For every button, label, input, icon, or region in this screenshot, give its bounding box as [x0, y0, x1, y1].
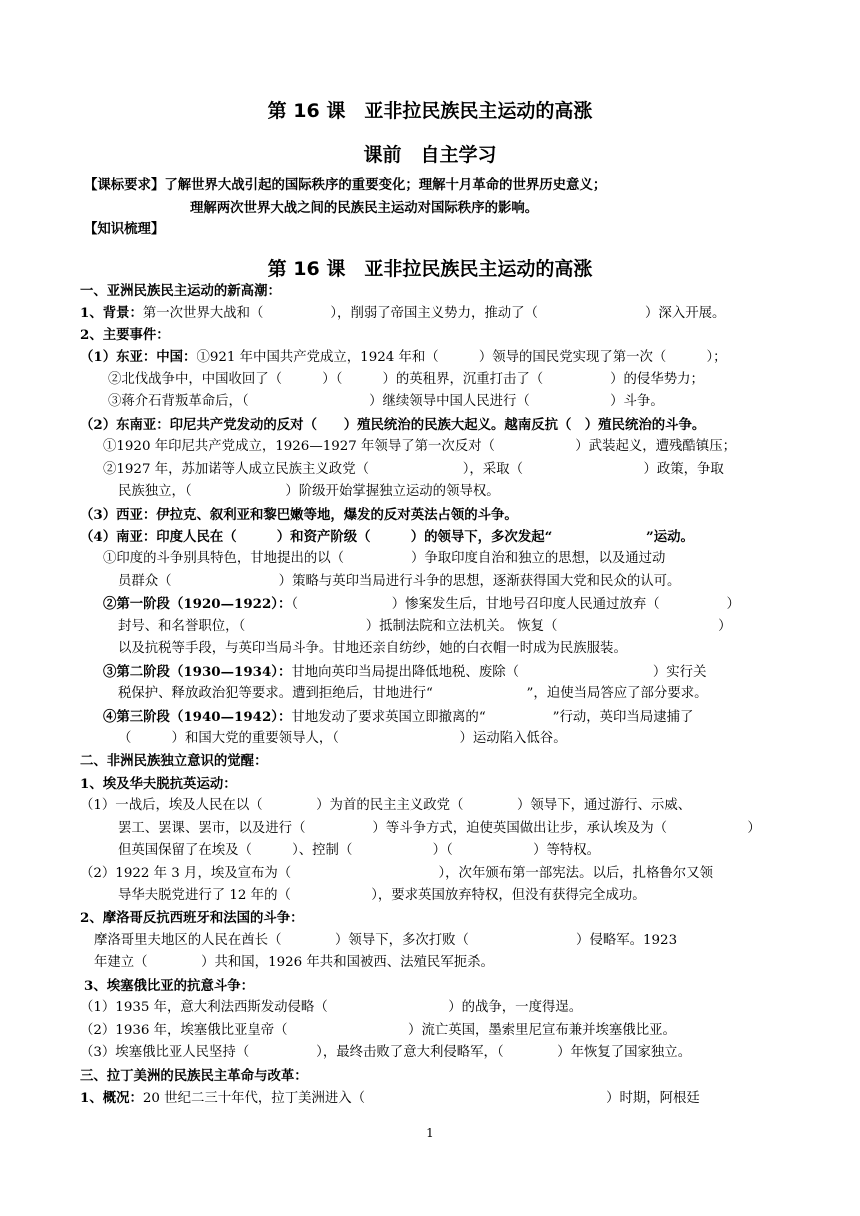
content-line: （2）1936 年，埃塞俄比亚皇帝（ ）流亡英国，墨索里尼宣布兼并埃塞俄比亚。: [80, 1023, 676, 1038]
content-line: 民族独立，（ ）阶级开始掌握独立运动的领导权。: [118, 484, 500, 499]
content-line: 三、拉丁美洲的民族民主革命与改革：: [80, 1068, 308, 1084]
content-line: 封号、和名誉职位，（ ）抵制法院和立法机关。 恢复（ ）: [118, 619, 732, 634]
content-line: 2、摩洛哥反抗西班牙和法国的斗争：: [80, 910, 304, 926]
content-line: ②1927 年，苏加诺等人成立民族主义政党（ ），采取（ ）政策，争取: [103, 462, 724, 477]
content-line: 税保护、释放政治犯等要求。遭到拒绝后，甘地进行“ ”，迫使当局答应了部分要求。: [118, 686, 708, 701]
content-line: （1）1935 年，意大利法西斯发动侵略（ ）的战争，一度得逞。: [80, 1000, 583, 1015]
line-text: 甘地发动了要求英国立即撤离的“ ”行动，英印当局逮捕了: [291, 710, 694, 725]
content-line: （4）南亚：印度人民在（ ）和资产阶级（ ）的领导下，多次发起“ ”运动。: [80, 529, 694, 545]
page-number: 1: [426, 1126, 434, 1140]
content-line: 二、非洲民族独立意识的觉醒：: [80, 753, 268, 769]
content-line: （ ）和国大党的重要领导人，（ ）运动陷入低谷。: [118, 731, 567, 746]
content-line: 年建立（ ）共和国，1926 年共和国被西、法殖民军扼杀。: [94, 955, 494, 970]
line-text: （ ）惨案发生后，甘地号召印度人民通过放弃（ ）: [291, 597, 740, 612]
line-heading: （1）东亚：中国：: [80, 349, 197, 365]
content-line: [103, 663, 706, 682]
page-subtitle: 课前 自主学习: [363, 144, 497, 166]
content-line: 罢工、罢课、罢市，以及进行（ ）等斗争方式，迫使英国做出让步，承认埃及为（ ）: [118, 821, 761, 836]
content-line: 1、埃及华夫脱抗英运动：: [80, 776, 237, 792]
content-line: [80, 304, 725, 323]
content-line: ③蒋介石背叛革命后，（ ）继续领导中国人民进行（ ）斗争。: [108, 394, 664, 409]
content-line: 一、亚洲民族民主运动的新高潮：: [80, 283, 281, 299]
line-heading: ③第二阶段（1930—1934）：: [103, 664, 292, 680]
line-heading: ②第一阶段（1920—1922）：: [103, 596, 292, 612]
standard-label: 【课标要求】: [84, 178, 165, 193]
line-text: 第一次世界大战和（ ），削弱了帝国主义势力，推动了（ ）深入开展。: [142, 306, 726, 321]
line-text: 20 世纪二三十年代，拉丁美洲进入（ ）时期，阿根廷: [142, 1091, 700, 1106]
section-title: 第 16 课 亚非拉民族民主运动的高涨: [267, 258, 593, 280]
content-line: （1）一战后，埃及人民在以（ ）为首的民主主义政党（ ）领导下，通过游行、示威、: [80, 798, 692, 813]
content-line: 摩洛哥里夫地区的人民在酋长（ ）领导下，多次打败（ ）侵略军。1923: [94, 933, 678, 948]
content-line: （3）埃塞俄比亚人民坚持（ ），最终击败了意大利侵略军，（ ）年恢复了国家独立。: [80, 1045, 692, 1060]
content-line: （2）1922 年 3 月，埃及宣布为（ ），次年颁布第一部宪法。以后，扎格鲁尔又领: [80, 866, 713, 881]
page-title: 第 16 课 亚非拉民族民主运动的高涨: [267, 100, 593, 122]
line-heading: ④第三阶段（1940—1942）：: [103, 709, 292, 725]
content-line: 但英国保留了在埃及（ ）、控制（ ）（ ）等特权。: [118, 843, 601, 858]
content-line: （2）东南亚：印尼共产党发动的反对（ ）殖民统治的民族大起义。越南反抗（ ）殖民统治的斗争。: [80, 417, 706, 433]
content-line: 2、主要事件：: [80, 327, 170, 343]
content-line: （3）西亚：伊拉克、叙利亚和黎巴嫩等地，爆发的反对英法占领的斗争。: [80, 507, 518, 523]
line-text: 甘地向英印当局提出降低地税、废除（ ）实行关: [291, 665, 707, 680]
content-line: 导华夫脱党进行了 12 年的（ ），要求英国放弃特权，但没有获得完全成功。: [118, 888, 646, 903]
standard-text-2: 理解两次世界大战之间的民族民主运动对国际秩序的影响。: [190, 200, 539, 216]
line-heading: 1、背景：: [80, 305, 143, 321]
content-line: 员群众（ ）策略与英印当局进行斗争的思想，逐渐获得国大党和民众的认可。: [118, 574, 681, 589]
content-line: [80, 348, 727, 367]
line-text: ①921 年中国共产党成立，1924 年和（ ）领导的国民党实现了第一次（ ）；: [196, 350, 727, 365]
content-line: [103, 708, 693, 727]
knowledge-label: 【知识梳理】: [84, 222, 165, 237]
content-line: 3、埃塞俄比亚的抗意斗争：: [84, 978, 255, 994]
content-line: [80, 1089, 700, 1108]
content-line: ①1920 年印尼共产党成立，1926—1927 年领导了第一次反对（ ）武装起义，遭残酷镇压；: [103, 439, 736, 454]
content-line: 以及抗税等手段，与英印当局斗争。甘地还亲自纺纱，她的白衣帽一时成为民族服装。: [118, 641, 627, 656]
standard-line-1: [84, 176, 606, 195]
content-line: ①印度的斗争别具特色，甘地提出的以（ ）争取印度自治和独立的思想，以及通过动: [103, 551, 666, 566]
line-heading: 1、概况：: [80, 1090, 143, 1106]
standard-text-1: 了解世界大战引起的国际秩序的重要变化；理解十月革命的世界历史意义；: [164, 177, 607, 193]
content-line: ②北伐战争中，中国收回了（ ）（ ）的英租界，沉重打击了（ ）的侵华势力；: [108, 372, 704, 387]
content-line: [103, 595, 740, 614]
